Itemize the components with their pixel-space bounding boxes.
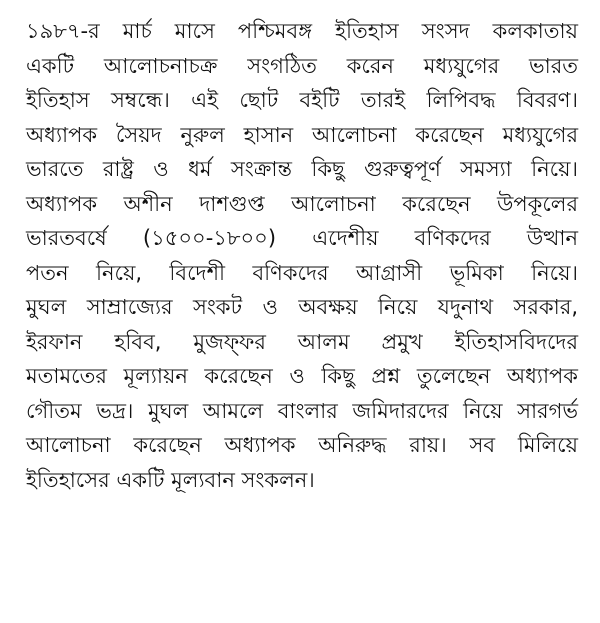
text-line-7: ভারতবর্ষে (১৫০০-১৮০০) এদেশীয় বণিকদের উত্থান: [26, 226, 578, 250]
text-line-2: একটি আলোচনাচক্র সংগঠিত করেন মধ্যযুগের ভারত: [26, 53, 578, 78]
text-line-11: মতামতের মূল্যায়ন করেছেন ও কিছু প্রশ্ন তুলেছেন অধ্যাপক: [26, 364, 578, 388]
text-line-13: আলোচনা করেছেন অধ্যাপক অনিরুদ্ধ রায়। সব মিলিয়ে: [26, 433, 578, 457]
text-line-8: পতন নিয়ে, বিদেশী বণিকদের আগ্রাসী ভূমিকা নিয়ে।: [26, 260, 578, 285]
paragraph: [26, 14, 578, 497]
text-line-10: ইরফান হবিব, মুজফ্ফর আলম প্রমুখ ইতিহাসবিদদের: [26, 329, 578, 354]
text-line-5: ভারতে রাষ্ট্র ও ধর্ম সংক্রান্ত কিছু গুরুত্বপূর্ণ সমস্যা নিয়ে।: [26, 157, 578, 181]
text-line-12: গৌতম ভদ্র। মুঘল আমলে বাংলার জমিদারদের নিয়ে সারগর্ভ: [26, 398, 578, 423]
text-line-9: মুঘল সাম্রাজ্যের সংকট ও অবক্ষয় নিয়ে যদুনাথ সরকার,: [26, 295, 578, 319]
text-line-4: অধ্যাপক সৈয়দ নুরুল হাসান আলোচনা করেছেন মধ্যযুগের: [26, 122, 578, 147]
text-line-3: ইতিহাস সম্বন্ধে। এই ছোট বইটি তারই লিপিবদ্ধ বিবরণ।: [26, 88, 578, 112]
text-line-1: ১৯৮৭-র মার্চ মাসে পশ্চিমবঙ্গ ইতিহাস সংসদ কলকাতায়: [26, 19, 578, 43]
text-line-6: অধ্যাপক অশীন দাশগুপ্ত আলোচনা করেছেন উপকূলের: [26, 191, 578, 216]
text-line-14: ইতিহাসের একটি মূল্যবান সংকলন।: [26, 467, 315, 492]
